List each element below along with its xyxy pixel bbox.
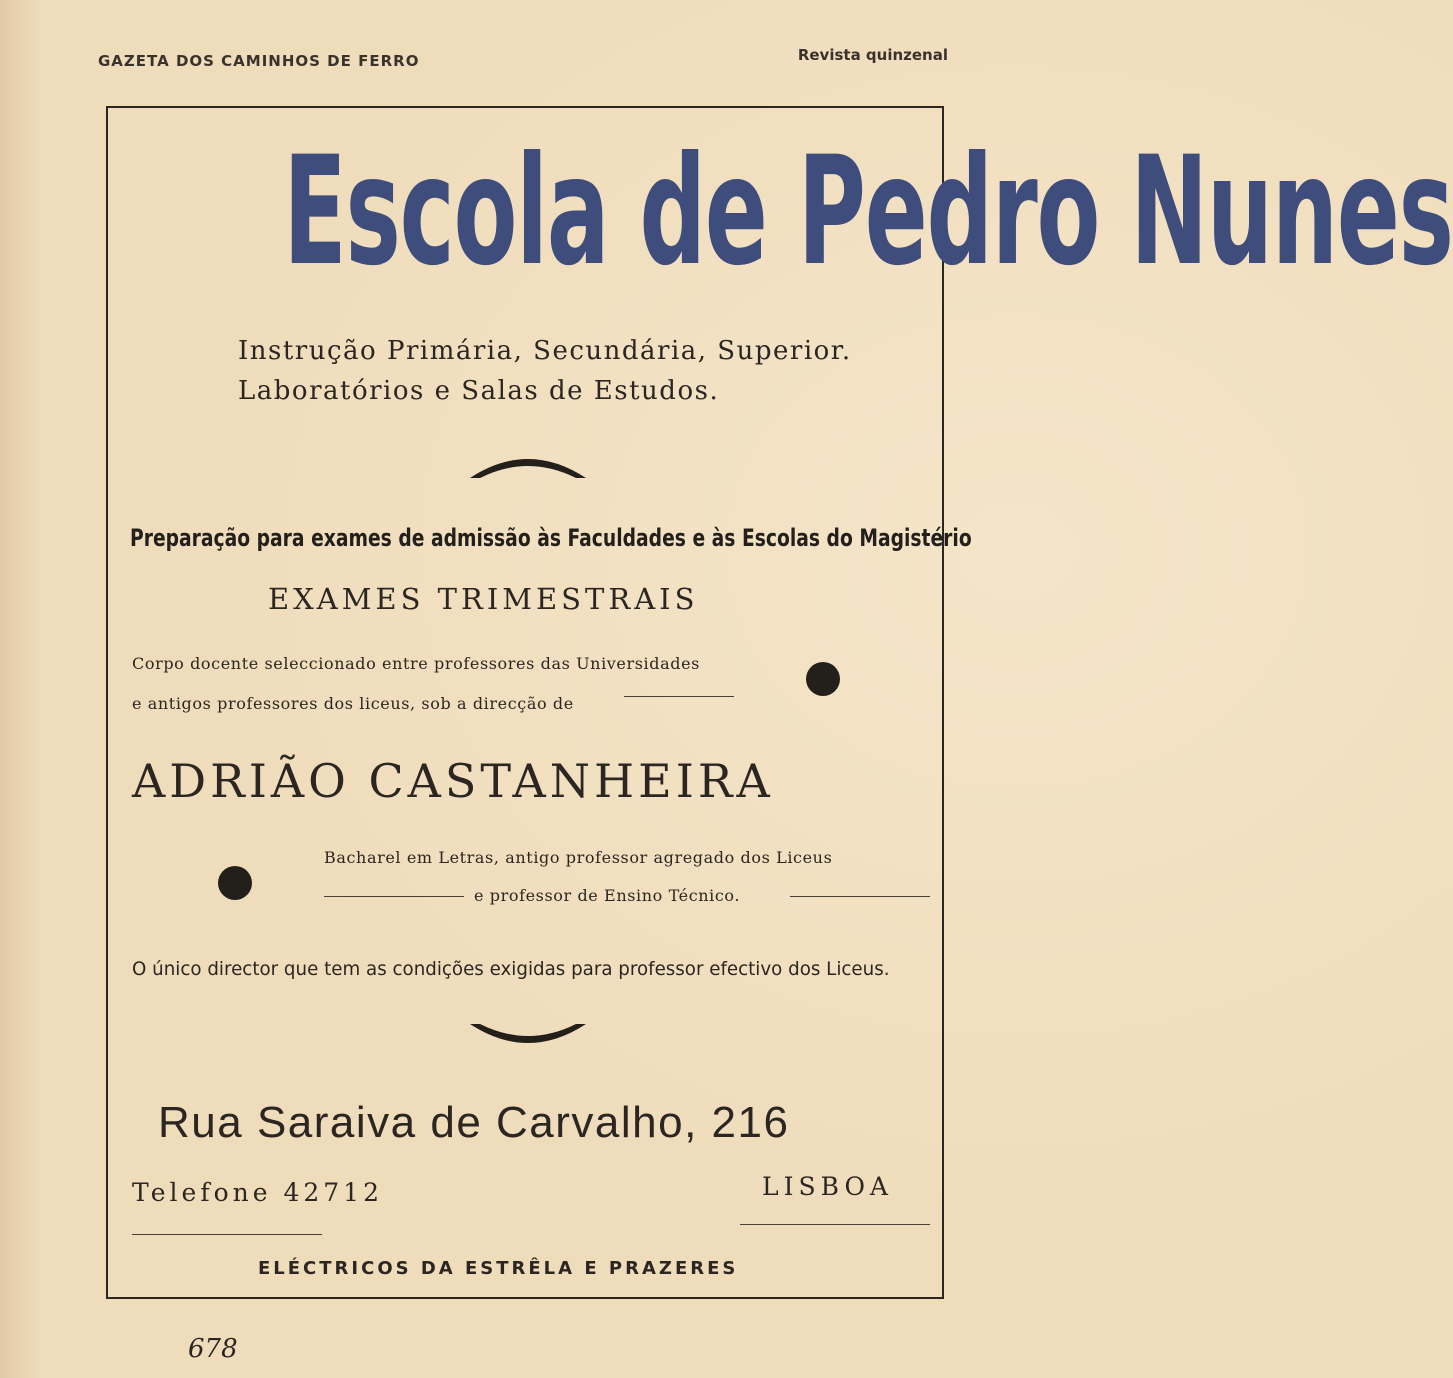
top-arc-ornament [468,446,588,480]
city: LISBOA [762,1172,893,1201]
journal-frequency: Revista quinzenal [797,46,948,64]
credentials-rule-left [324,896,464,897]
faculty-line-2: e antigos professores dos liceus, sob a direcção de [132,694,574,713]
credentials-line-2: e professor de Ensino Técnico. [474,886,741,905]
right-dot-ornament [806,662,840,696]
credentials-rule-right [790,896,930,897]
unique-director-statement: O único director que tem as condições exigidas para professor efectivo dos Liceus. [132,958,890,980]
director-name: ADRIÃO CASTANHEIRA [132,754,774,808]
credentials-line-1: Bacharel em Letras, antigo professor agregado dos Liceus [324,848,833,867]
city-rule [740,1224,930,1225]
phone-rule [132,1234,322,1235]
faculty-line-1: Corpo docente seleccionado entre professores das Universidades [132,654,700,673]
tram-lines: ELÉCTRICOS DA ESTRÊLA E PRAZERES [258,1258,739,1279]
exams-heading: EXAMES TRIMESTRAIS [268,582,699,616]
preparation-line: Preparação para exames de admissão às Faculdades e às Escolas do Magistério [130,524,972,552]
page-number: 678 [188,1334,238,1364]
subtitle-line-2: Laboratórios e Salas de Estudos. [238,376,720,406]
address: Rua Saraiva de Carvalho, 216 [158,1098,790,1147]
telephone: Telefone 42712 [132,1178,383,1207]
subtitle-line-1: Instrução Primária, Secundária, Superior. [238,336,852,366]
bottom-arc-ornament [468,1022,588,1056]
ad-title: Escola de Pedro Nunes [283,125,1453,299]
faculty-rule [624,696,734,697]
left-dot-ornament [218,866,252,900]
journal-title: GAZETA DOS CAMINHOS DE FERRO [98,52,420,70]
advertisement-frame [106,106,1453,1299]
